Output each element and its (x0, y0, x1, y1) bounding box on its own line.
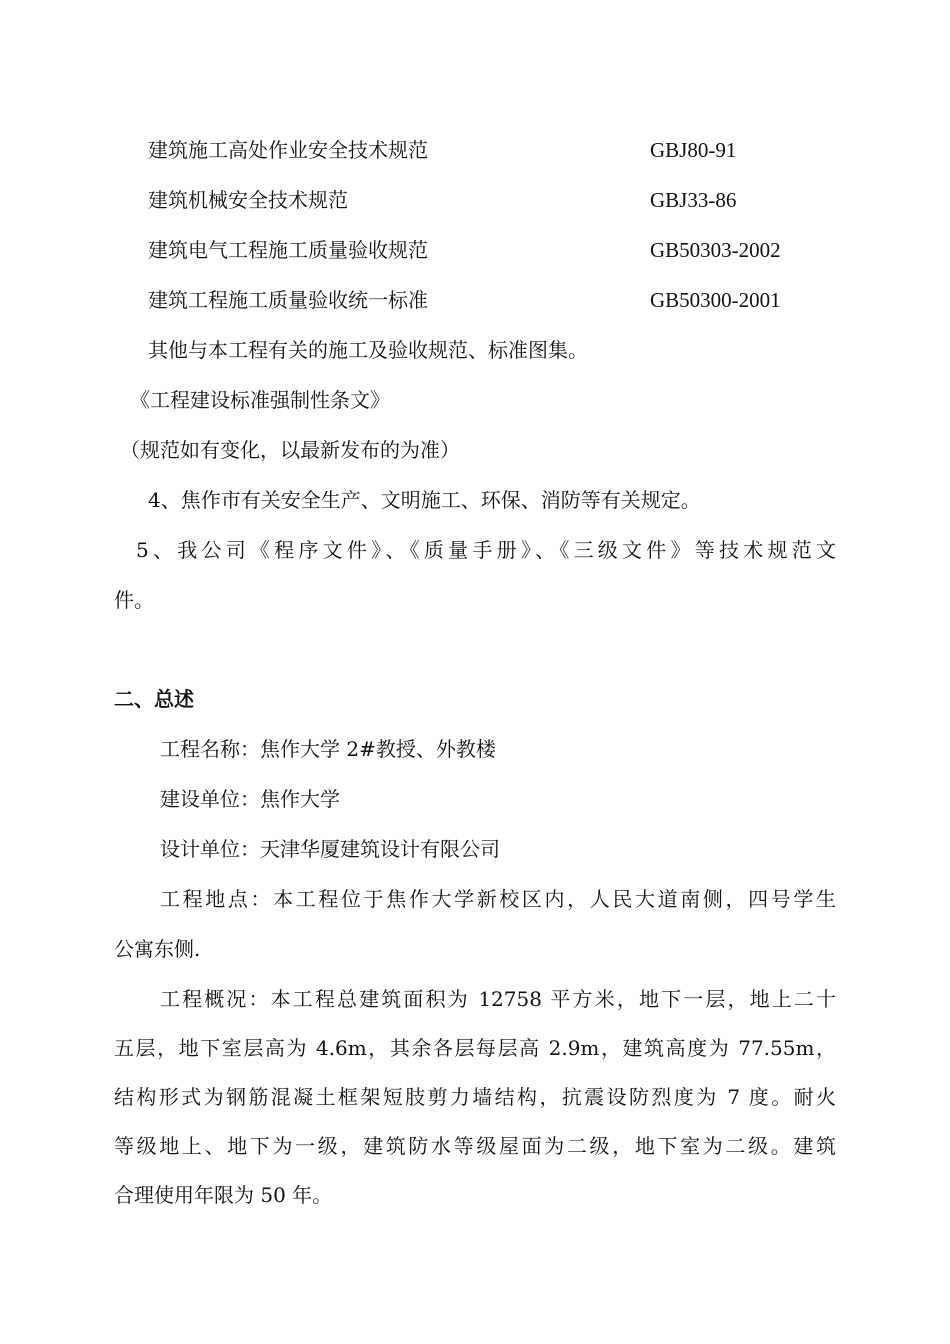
section-heading: 二、总述 (114, 687, 194, 711)
overview-line: 五层，地下室层高为 4.6m，其余各层每层高 2.9m，建筑高度为 77.55m， (114, 1036, 836, 1060)
other-standards-text: 其他与本工程有关的施工及验收规范、标准图集。 (148, 338, 588, 362)
standard-name: 建筑机械安全技术规范 (148, 188, 348, 212)
location-line-2: 公寓东侧. (114, 937, 201, 961)
mandatory-provisions-text: 《工程建设标准强制性条文》 (130, 388, 390, 412)
location-line-1: 工程地点：本工程位于焦作大学新校区内，人民大道南侧，四号学生 (160, 887, 836, 911)
overview-line: 合理使用年限为 50 年。 (114, 1183, 333, 1207)
standard-name: 建筑施工高处作业安全技术规范 (148, 138, 428, 162)
overview-line: 等级地上、地下为一级，建筑防水等级屋面为二级，地下室为二级。建筑 (114, 1134, 836, 1158)
list-item-5-line-1: 5、我公司《程序文件》、《质量手册》、《三级文件》等技术规范文 (136, 538, 836, 562)
list-item-5-line-2: 件。 (114, 588, 154, 612)
overview-line: 结构形式为钢筋混凝土框架短肢剪力墙结构，抗震设防烈度为 7 度。耐火 (114, 1085, 836, 1109)
standard-code: GBJ80-91 (650, 138, 737, 162)
standard-name: 建筑工程施工质量验收统一标准 (148, 288, 428, 312)
standard-name: 建筑电气工程施工质量验收规范 (148, 238, 428, 262)
standard-code: GB50303-2002 (650, 238, 781, 262)
owner-field: 建设单位：焦作大学 (160, 787, 340, 811)
list-item-4: 4、焦作市有关安全生产、文明施工、环保、消防等有关规定。 (148, 488, 701, 512)
overview-line: 工程概况：本工程总建筑面积为 12758 平方米，地下一层，地上二十 (160, 987, 836, 1011)
designer-field: 设计单位：天津华厦建筑设计有限公司 (160, 837, 500, 861)
standard-code: GBJ33-86 (650, 188, 737, 212)
project-name-field: 工程名称：焦作大学 2#教授、外教楼 (160, 737, 496, 761)
standards-note: （规范如有变化，以最新发布的为准） (120, 438, 460, 462)
standard-code: GB50300-2001 (650, 288, 781, 312)
